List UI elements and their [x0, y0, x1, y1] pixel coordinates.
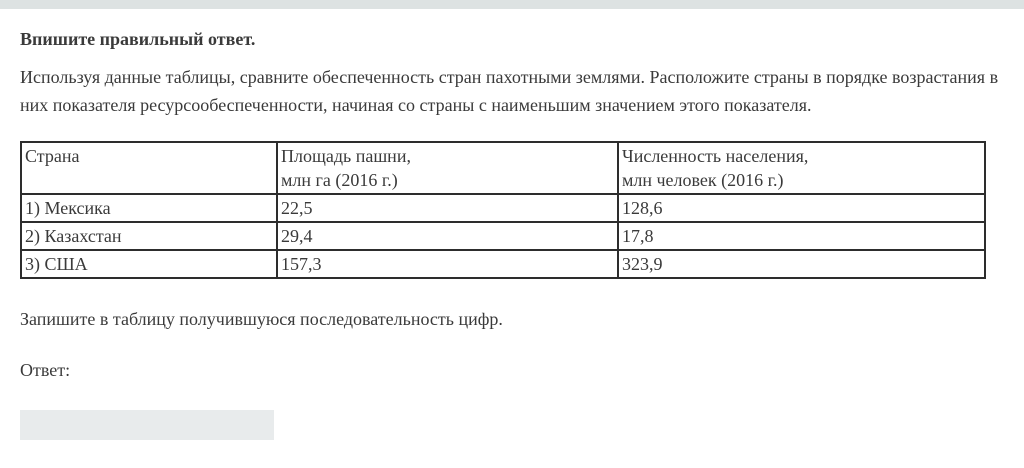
answer-input[interactable]	[20, 410, 274, 440]
table-row	[21, 250, 985, 278]
header-population	[618, 142, 985, 194]
instruction-text: Запишите в таблицу получившуюся последовательность цифр.	[20, 309, 503, 329]
table-header-row	[21, 142, 985, 194]
table-row	[21, 222, 985, 250]
cell-population: 128,6	[618, 194, 985, 222]
header-population-line2: млн человек (2016 г.)	[622, 170, 784, 190]
question-panel	[20, 28, 1006, 440]
top-bar	[0, 0, 1024, 9]
task-text: Используя данные таблицы, сравните обеспеченность стран пахотными землями. Расположите страны в порядке возрастания в них показателя ресурсообеспеченности, начиная со страны с наименьшим значением этого показателя.	[20, 67, 999, 115]
question-heading: Впишите правильный ответ.	[20, 29, 256, 49]
header-arable-area	[277, 142, 618, 194]
header-country-label: Страна	[25, 146, 80, 166]
header-country	[21, 142, 277, 194]
header-arable-area-line2: млн га (2016 г.)	[281, 170, 398, 190]
cell-population: 17,8	[618, 222, 985, 250]
cell-population: 323,9	[618, 250, 985, 278]
cell-country: 1) Мексика	[21, 194, 277, 222]
table-row	[21, 194, 985, 222]
cell-arable-area: 157,3	[277, 250, 618, 278]
answer-label: Ответ:	[20, 360, 71, 380]
header-population-line1: Численность населения,	[622, 146, 809, 166]
cell-country: 2) Казахстан	[21, 222, 277, 250]
cell-arable-area: 22,5	[277, 194, 618, 222]
header-arable-area-line1: Площадь пашни,	[281, 146, 411, 166]
cell-country: 3) США	[21, 250, 277, 278]
cell-arable-area: 29,4	[277, 222, 618, 250]
countries-data-table	[20, 141, 986, 279]
